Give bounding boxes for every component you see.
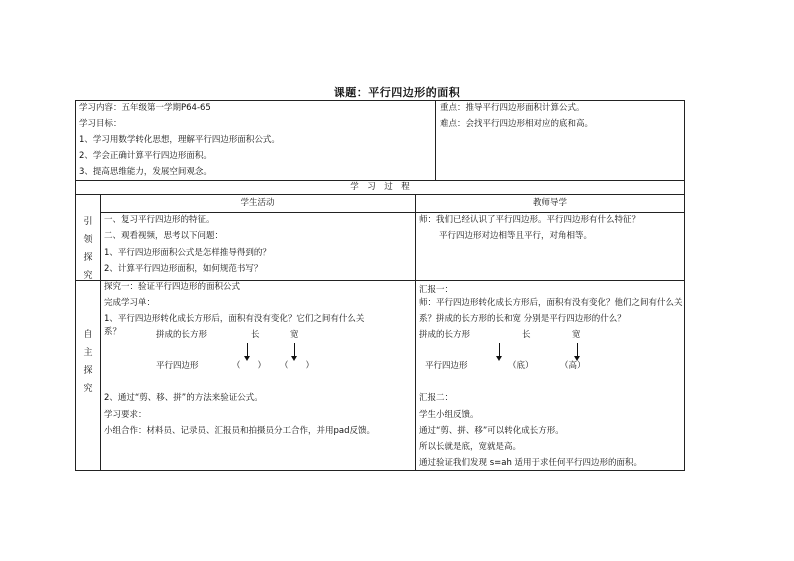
s2-student-line-7: 小组合作：材料员、记录员、汇报员和拍摄员分工合作，并用pad反馈。 [104,426,376,436]
s2-teacher-line-3: 系？拼成的长方形的长和宽 分别是平行四边形的什么？ [419,314,626,324]
s2-width-label: 宽 [290,330,299,340]
difficult-point: 难点：会找平行四边形相对应的底和高。 [440,119,594,129]
study-content: 学习内容：五年级第一学期P64-65 [79,103,211,113]
goal-1: 1、学习用数学转化思想，理解平行四边形面积公式。 [79,135,280,145]
key-point: 重点：推导平行四边形面积计算公式。 [440,103,585,113]
s1-student-line-3: 1、平行四边形面积公式是怎样推导得到的？ [104,248,271,258]
s1-teacher-line-1: 师：我们已经认识了平行四边形。平行四边形有什么特征？ [419,215,641,225]
s2-teacher-line-6: 通过“剪、拼、移”可以转化成长方形。 [419,426,564,436]
s1-teacher-line-2: 平行四边形对边相等且平行，对角相等。 [439,231,593,241]
section-guided-explore-label: 引领探究 [83,217,93,281]
s2-student-line-3: 1、平行四边形转化成长方形后，面积有没有变化？它们之间有什么关 [104,314,365,324]
s2-rect-label: 拼成的长方形 [156,330,208,340]
s2-student-line-1: 探究一：验证平行四边形的面积公式 [104,282,241,292]
s2-teacher-line-7: 所以长就是底，宽就是高。 [419,442,522,452]
goal-2: 2、学会正确计算平行四边形面积。 [79,151,212,161]
goal-3: 3、提高思维能力，发展空间观念。 [79,167,212,177]
s2-blank-2: （ ） [280,361,315,371]
student-activity-header: 学生活动 [240,198,275,208]
s2-teacher-answer-2: （高） [560,361,586,371]
s2-para-label: 平行四边形 [156,361,199,371]
study-goal-label: 学习目标： [79,119,122,129]
s2-teacher-line-4: 汇报二： [419,393,454,403]
s2-arrow-1 [247,343,248,357]
s1-student-line-4: 2、计算平行四边形面积，如何规范书写？ [104,264,263,274]
lesson-table [75,100,685,470]
s2-blank-1: （ ） [232,361,267,371]
process-title: 学 习 过 程 [350,182,410,192]
s2-teacher-arrow-1 [499,343,500,357]
s2-student-line-6: 学习要求： [104,410,147,420]
section-self-explore-label: 自主探究 [83,330,93,394]
s1-student-line-1: 一、复习平行四边形的特征。 [104,215,215,225]
s2-teacher-line-5: 学生小组反馈。 [419,410,479,420]
s2-teacher-line-8: 通过验证我们发现 s=ah 适用于求任何平行四边形的面积。 [419,458,643,468]
s2-student-line-2: 完成学习单： [104,298,156,308]
s2-teacher-width-label: 宽 [572,330,581,340]
s2-teacher-line-1: 汇报一： [419,285,454,295]
s2-teacher-rect-label: 拼成的长方形 [419,330,471,340]
s2-student-line-5: 2、通过“剪、移、拼”的方法来验证公式。 [104,393,263,403]
s2-teacher-line-2: 师：平行四边形转化成长方形后，面积有没有变化？他们之间有什么关 [419,298,683,308]
s2-teacher-length-label: 长 [522,330,531,340]
s2-teacher-arrow-2 [577,343,578,357]
s1-student-line-2: 二、观看视频，思考以下问题： [104,231,224,241]
s2-length-label: 长 [251,330,260,340]
s2-teacher-answer-1: （底） [508,361,534,371]
s2-student-line-4: 系？ [104,327,122,337]
s2-arrow-2 [294,343,295,357]
teacher-guide-header: 教师导学 [532,198,567,208]
s2-teacher-para-label: 平行四边形 [425,361,468,371]
page-title: 课题：平行四边形的面积 [333,86,461,99]
